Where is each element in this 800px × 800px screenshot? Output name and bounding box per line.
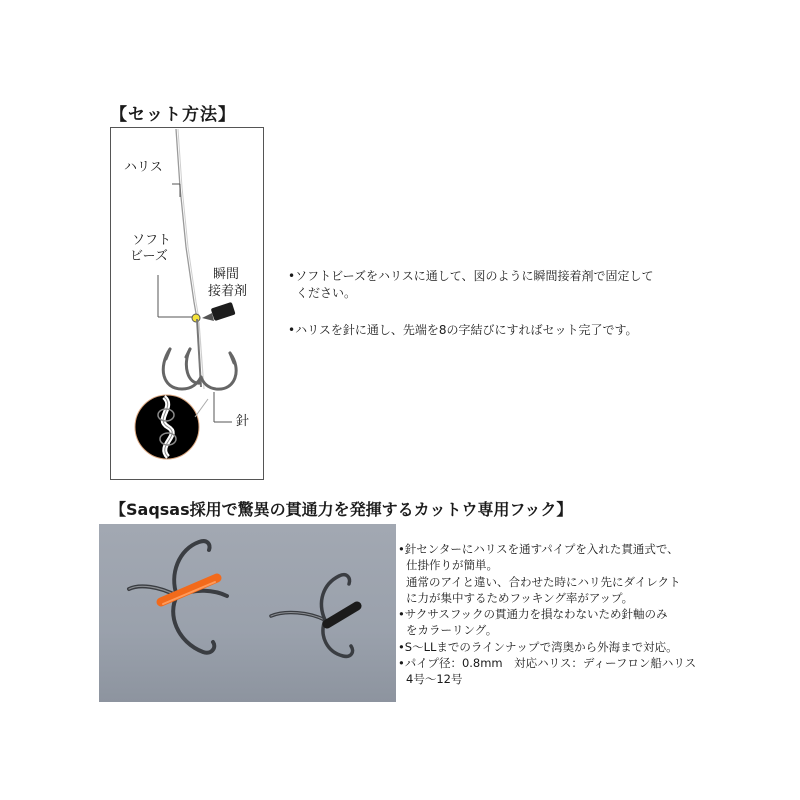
- feature-list: [398, 541, 696, 688]
- set-method-bullet-1-cont: ください。: [296, 286, 357, 300]
- label-glue-line2: 接着剤: [208, 284, 248, 299]
- feature-line: •サクサスフックの貫通力を損なわないため針軸のみ: [398, 607, 668, 622]
- glue-tube-icon: [202, 302, 236, 321]
- label-glue-line1: 瞬間: [213, 267, 240, 282]
- set-method-bullet-1: •ソフトビーズをハリスに通して、図のように瞬間接着剤で固定して: [288, 269, 654, 283]
- feature-line: •S～LLまでのラインナップで湾奥から外海まで対応。: [398, 639, 678, 654]
- set-method-bullet-2: •ハリスを針に通し、先端を8の字結びにすればセット完了です。: [288, 323, 638, 337]
- black-pipe-hook: [271, 575, 357, 657]
- set-method-heading: 【セット方法】: [110, 105, 236, 125]
- label-soft-beads-line2: ビーズ: [130, 249, 168, 264]
- feature-line: •針センターにハリスを通すパイプを入れた貫通式で、: [398, 542, 679, 556]
- black-pipe: [327, 606, 357, 624]
- feature-line: 通常のアイと違い、合わせた時にハリ先にダイレクト: [406, 574, 681, 589]
- figure-eight-knot-detail: [135, 395, 208, 459]
- orange-pipe-hook: [129, 541, 227, 653]
- product-heading: 【Saqsas採用で驚異の貫通力を発揮するカットウ専用フック】: [110, 500, 573, 519]
- feature-line: に力が集中するためフッキング率がアップ。: [406, 590, 634, 605]
- feature-line: をカラーリング。: [406, 623, 498, 638]
- label-harisu: ハリス: [124, 160, 163, 175]
- feature-line: •パイプ径：0.8mm 対応ハリス：ディーフロン船ハリス: [398, 656, 697, 671]
- label-hook: 針: [236, 414, 250, 429]
- label-soft-beads-line1: ソフト: [132, 233, 172, 248]
- soft-bead: [192, 314, 200, 322]
- feature-line: 仕掛作りが簡単。: [406, 558, 498, 573]
- product-hooks-illustration: [99, 524, 396, 702]
- feature-line: 4号～12号: [406, 672, 463, 687]
